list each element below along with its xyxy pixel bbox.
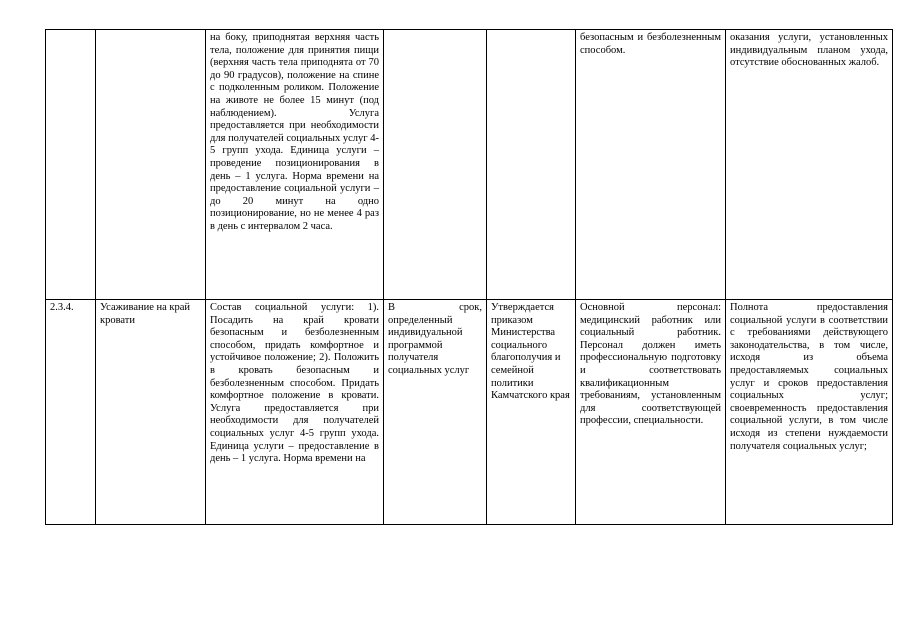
services-standard-table bbox=[45, 29, 893, 525]
cell-quality: оказания услуги, установленных индивидуальным планом ухода, отсутствие обоснованных жалоб. bbox=[726, 30, 893, 300]
cell-number: 2.3.4. bbox=[46, 300, 96, 525]
table-row bbox=[46, 30, 893, 300]
cell-service-name bbox=[96, 30, 206, 300]
cell-quality: Полнота предоставления социальной услуги в соответствии с требованиями действующего законодательства, в том числе, исходя из объема предоставляемых социальных услуг и сроков предоставления социальных услуг; своевременность предоставления социальной услуги, в том числе исходя из степени нуждаемости получателя социальных услуг; bbox=[726, 300, 893, 525]
cell-composition: на боку, приподнятая верхняя часть тела, положение для принятия пищи (верхняя часть тела приподнята от 70 до 90 градусов), положение на спине с подколенным роликом. Положение на животе не более 15 минут (под наблюдением). Услуга предоставляется при необходимости для получателей социальных услуг 4-5 групп ухода. Единица услуги – проведение позиционирования в день – 1 услуга. Норма времени на предоставление социальной услуги – до 20 минут на одно позиционирование, но не менее 4 раз в день с интервалом 2 часа. bbox=[206, 30, 384, 300]
cell-service-name: Усаживание на край кровати bbox=[96, 300, 206, 525]
cell-term: В срок, определенный индивидуальной программой получателя социальных услуг bbox=[384, 300, 487, 525]
cell-number bbox=[46, 30, 96, 300]
table-row bbox=[46, 300, 893, 525]
cell-conditions: Основной персонал: медицинский работник или социальный работник. Персонал должен иметь профессиональную подготовку и соответствовать квалификационным требованиям, установленным для соответствующей профессии, специальности. bbox=[576, 300, 726, 525]
cell-composition: Состав социальной услуги: 1). Посадить на край кровати безопасным и безболезненным способом, придать комфортное и устойчивое положение; 2). Положить в кровать безопасным и безболезненным способом. Придать комфортное положение в кровати. Услуга предоставляется при необходимости для получателей социальных услуг 4-5 групп ухода. Единица услуги – предоставление в день – 1 услуга. Норма времени на bbox=[206, 300, 384, 525]
cell-conditions: безопасным и безболезненным способом. bbox=[576, 30, 726, 300]
cell-term bbox=[384, 30, 487, 300]
cell-standard: Утверждается приказом Министерства социального благополучия и семейной политики Камчатского края bbox=[487, 300, 576, 525]
cell-standard bbox=[487, 30, 576, 300]
